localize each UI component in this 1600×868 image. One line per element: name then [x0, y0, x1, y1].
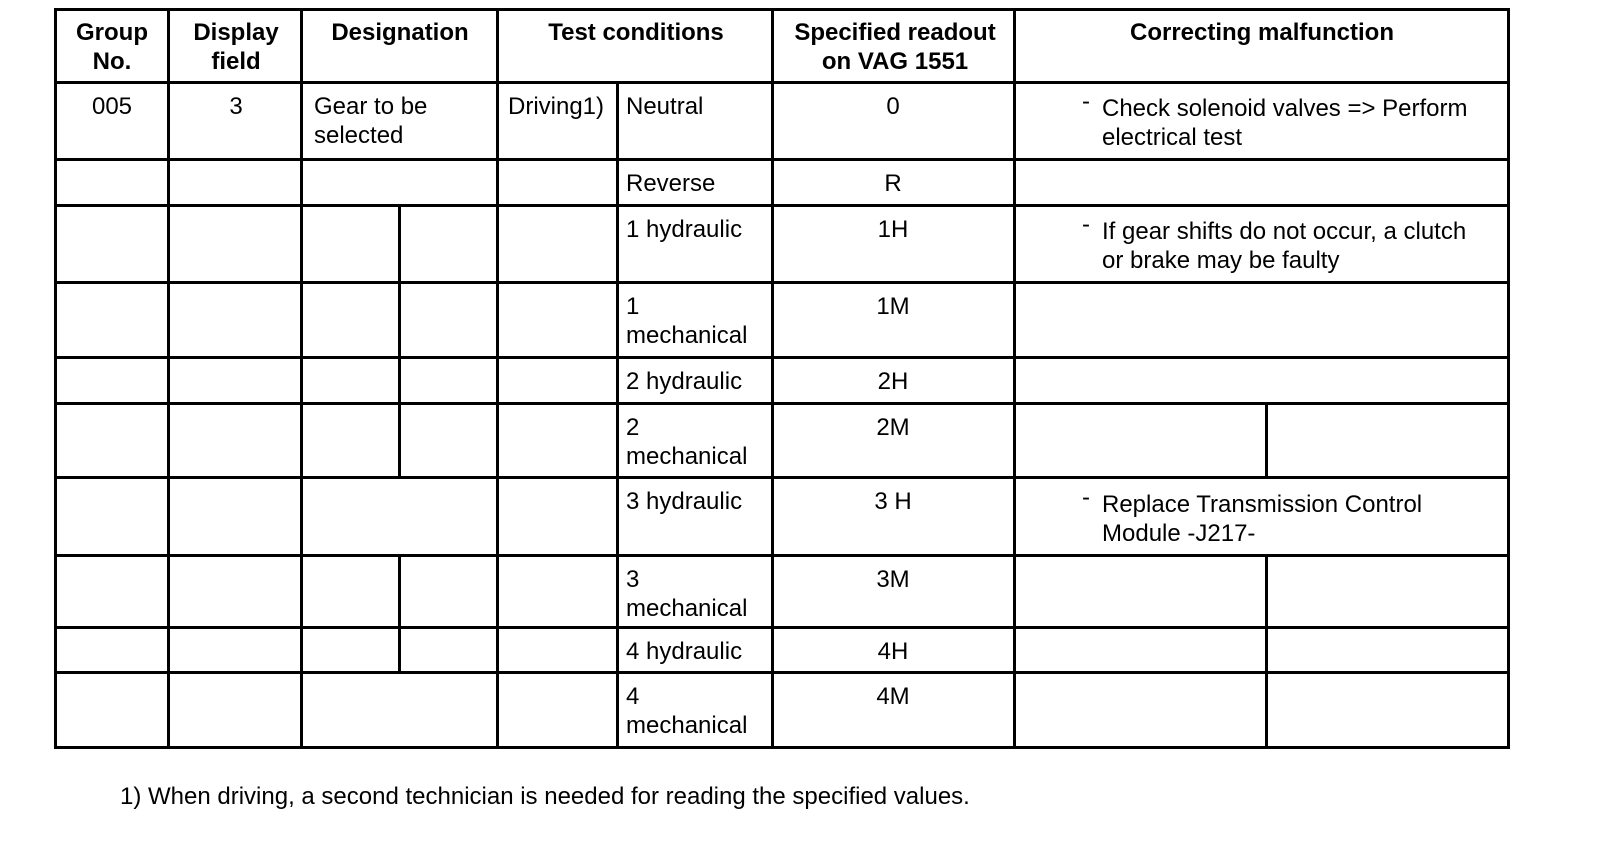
test-condition-cell [626, 682, 747, 740]
correction-text: Check solenoid valves => Perform electrical test [1102, 95, 1468, 151]
specified-readout-cell: 0 [886, 93, 900, 120]
dash-marker: - [1082, 88, 1090, 115]
dash-marker: - [1082, 484, 1090, 511]
test-condition-cell [626, 413, 747, 471]
grid-line-vertical [398, 204, 401, 476]
header-group-no: Group No. [76, 19, 148, 75]
specified-readout-cell: 1H [877, 216, 909, 243]
grid-line-horizontal [54, 204, 1510, 207]
grid-line-horizontal [54, 8, 1510, 11]
test-condition-line: 4 [626, 683, 640, 710]
group-number: 005 [91, 93, 133, 120]
specified-readout-cell: 2H [877, 368, 909, 395]
grid-line-horizontal [54, 671, 1510, 674]
test-condition-cell [626, 215, 742, 244]
header-specified-readout: Specified readout on VAG 1551 [794, 19, 996, 75]
test-condition-line: 2 [626, 414, 640, 441]
grid-line-horizontal [54, 81, 1510, 84]
header-display-field: Display field [193, 19, 279, 75]
dash-marker: - [1082, 211, 1090, 238]
grid-line-vertical [1265, 554, 1268, 749]
test-condition-line: 1 [626, 293, 640, 320]
test-condition-line: 3 hydraulic [626, 488, 743, 515]
test-condition-line: 1 hydraulic [626, 216, 743, 243]
specified-readout-cell: R [884, 170, 902, 197]
test-condition-line: mechanical [626, 712, 748, 739]
test-condition-line: mechanical [626, 443, 748, 470]
correction-text: If gear shifts do not occur, a clutch or brake may be faulty [1102, 218, 1467, 274]
test-condition-line: mechanical [626, 322, 748, 349]
grid-line-horizontal [54, 746, 1510, 749]
display-field-number: 3 [229, 93, 243, 120]
grid-line-vertical [1013, 8, 1016, 749]
grid-line-vertical [1265, 402, 1268, 476]
grid-line-horizontal [54, 402, 1510, 405]
grid-line-horizontal [54, 356, 1510, 359]
specified-readout-cell: 3 H [874, 488, 912, 515]
grid-line-vertical [54, 8, 57, 749]
test-condition-cell [626, 292, 747, 350]
grid-line-vertical [300, 8, 303, 749]
grid-line-vertical [398, 554, 401, 671]
test-condition-cell [626, 169, 715, 198]
test-condition-line: Reverse [626, 170, 716, 197]
test-condition-cell [626, 637, 742, 666]
grid-line-vertical [616, 81, 619, 749]
grid-line-vertical [496, 8, 499, 749]
test-condition-line: mechanical [626, 595, 748, 622]
test-condition-line: Neutral [626, 93, 704, 120]
test-condition-cell [626, 92, 703, 121]
test-condition-line: 2 hydraulic [626, 368, 743, 395]
grid-line-vertical [167, 8, 170, 749]
header-designation: Designation [331, 19, 469, 46]
designation-text: Gear to be selected [314, 93, 428, 149]
grid-line-horizontal [54, 626, 1510, 629]
specified-readout-cell: 2M [876, 414, 910, 441]
grid-line-horizontal [54, 158, 1510, 161]
grid-line-horizontal [54, 554, 1510, 557]
specified-readout-cell: 4M [876, 683, 910, 710]
grid-line-vertical [1507, 8, 1510, 749]
test-condition-line: 4 hydraulic [626, 638, 743, 665]
test-condition-cell [626, 487, 742, 516]
header-correcting-malfunction: Correcting malfunction [1129, 19, 1394, 46]
test-condition-cell [626, 367, 742, 396]
specified-readout-cell: 3M [876, 566, 910, 593]
grid-line-horizontal [54, 281, 1510, 284]
specified-readout-cell: 4H [877, 638, 909, 665]
test-condition-cell [626, 565, 747, 623]
test-condition-driving: Driving1) [508, 93, 605, 120]
grid-line-horizontal [54, 476, 1510, 479]
specified-readout-cell: 1M [876, 293, 910, 320]
test-condition-line: 3 [626, 566, 640, 593]
correction-text: Replace Transmission Control Module -J217- [1102, 491, 1423, 547]
footnote: 1) When driving, a second technician is needed for reading the specified values. [120, 783, 970, 810]
header-test-conditions: Test conditions [548, 19, 724, 46]
